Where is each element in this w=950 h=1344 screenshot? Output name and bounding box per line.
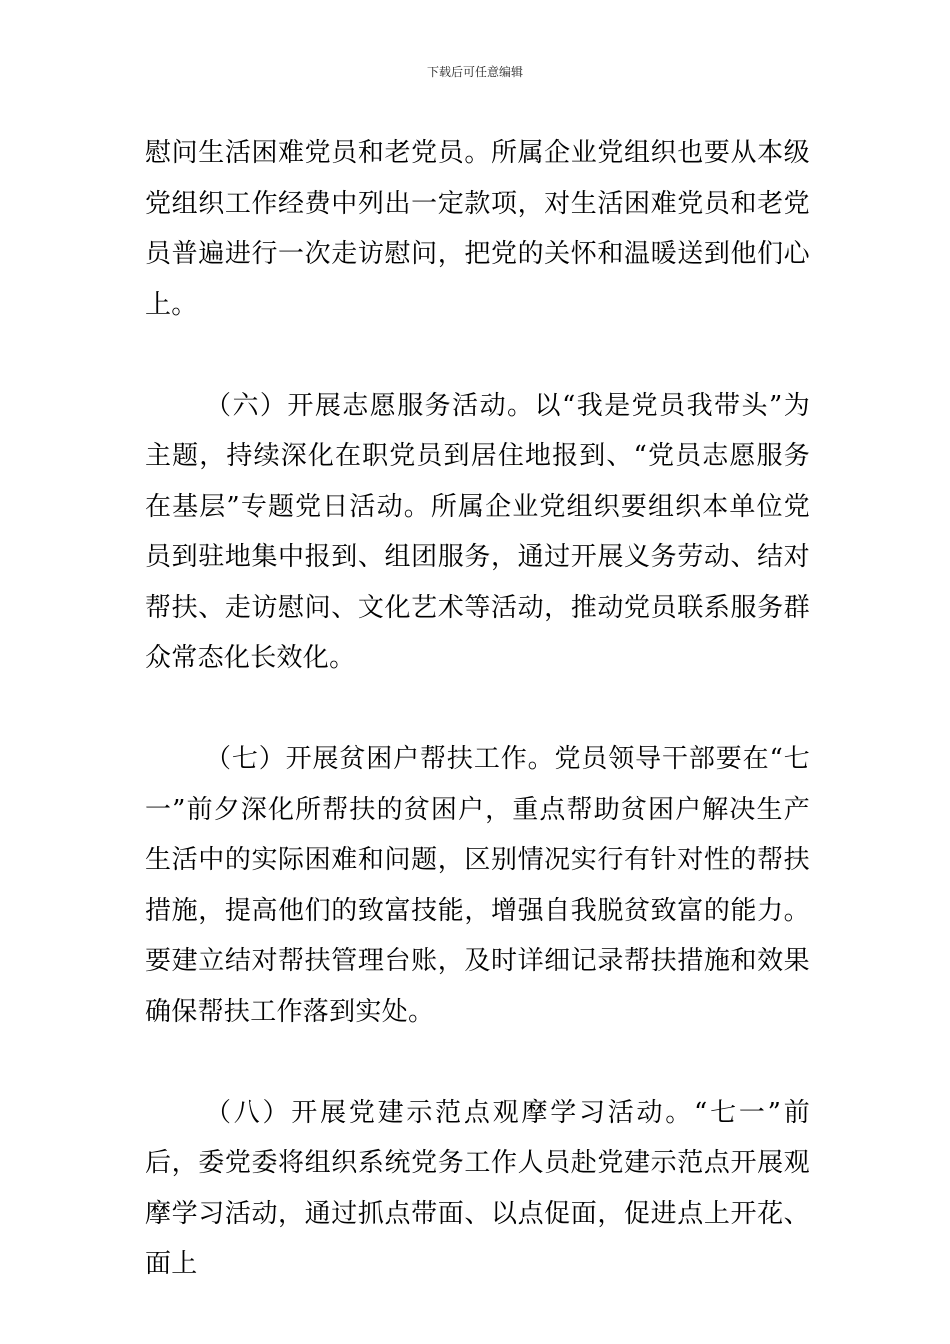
paragraph-eight: （八）开展党建示范点观摩学习活动。“七一”前后，委党委将组织系统党务工作人员赴党建示范点开展观摩学习活动，通过抓点带面、以点促面，促进点上开花、面上 [145, 1097, 810, 1279]
paragraph-six: （六）开展志愿服务活动。以“我是党员我带头”为主题，持续深化在职党员到居住地报到、“党员志愿服务在基层”专题党日活动。所属企业党组织要组织本单位党员到驻地集中报到、组团服务，通过开展义务劳动、结对帮扶、走访慰问、文化艺术等活动，推动党员联系服务群众常态化长效化。 [145, 390, 810, 673]
paragraph-gap [145, 684, 810, 735]
paragraph-continued: 慰问生活困难党员和老党员。所属企业党组织也要从本级党组织工作经费中列出一定款项，对生活困难党员和老党员普遍进行一次走访慰问，把党的关怀和温暖送到他们心上。 [145, 138, 810, 320]
paragraph-seven: （七）开展贫困户帮扶工作。党员领导干部要在“七一”前夕深化所帮扶的贫困户，重点帮助贫困户解决生产生活中的实际困难和问题，区别情况实行有针对性的帮扶措施，提高他们的致富技能，增强自我脱贫致富的能力。要建立结对帮扶管理台账，及时详细记录帮扶措施和效果确保帮扶工作落到实处。 [145, 744, 810, 1027]
page-header: 下载后可任意编辑 [426, 65, 523, 79]
document-body [145, 128, 810, 1290]
paragraph-gap [145, 1037, 810, 1088]
paragraph-gap [145, 330, 810, 381]
